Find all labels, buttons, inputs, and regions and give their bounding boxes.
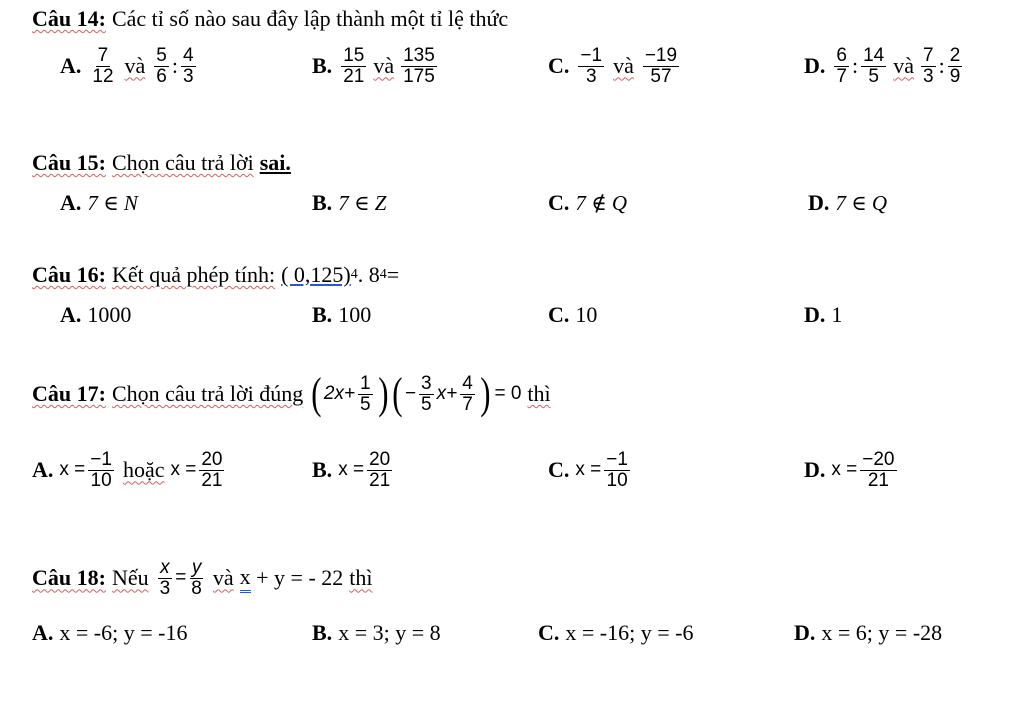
option-letter: A. — [32, 620, 54, 645]
question-17 — [32, 369, 551, 418]
question-18 — [32, 558, 373, 599]
fraction: $\frac{135}{175}$ — [403, 45, 435, 87]
variable-x: x — [240, 564, 251, 593]
fraction: $\frac{-20}{21}$ — [862, 449, 895, 491]
exponent: 4 — [350, 267, 358, 282]
q15-option-b[interactable] — [312, 190, 386, 216]
option-letter: C. — [538, 620, 560, 645]
option-value: x = 6; y = -28 — [821, 620, 943, 645]
expr-eq: = — [175, 567, 187, 589]
option-value: x = -16; y = -6 — [565, 620, 694, 645]
q18-option-d[interactable] — [794, 620, 942, 646]
option-expr: 7 ∈ Z — [338, 190, 387, 215]
option-letter: D. — [804, 53, 826, 79]
option-letter: B. — [312, 457, 333, 483]
fraction: $\frac{-19}{57}$ — [644, 45, 678, 87]
q18-option-a[interactable] — [32, 620, 187, 646]
q17-option-d[interactable] — [804, 450, 900, 491]
option-letter: B. — [312, 620, 333, 645]
left-paren: ( — [311, 369, 322, 418]
question-text: Chọn câu trả lời đúng — [111, 381, 304, 406]
question-emphasis: sai. — [259, 150, 291, 175]
fraction: $\frac{-1}{10}$ — [90, 449, 112, 491]
fraction: $\frac{7}{12}$ — [92, 45, 114, 87]
q17-option-b[interactable] — [312, 450, 395, 491]
question-label: Câu 14: — [32, 6, 106, 31]
option-value: 1000 — [87, 302, 132, 327]
q16-option-c[interactable] — [548, 302, 597, 328]
fraction: $\frac{x}{3}$ — [159, 557, 171, 599]
option-letter: D. — [804, 457, 826, 483]
q14-option-c[interactable] — [548, 46, 682, 87]
colon: : — [851, 53, 859, 79]
fraction: $\frac{14}{5}$ — [863, 45, 885, 87]
right-paren: ) — [377, 369, 389, 418]
option-letter: C. — [548, 457, 570, 483]
expression-eq: = — [386, 262, 400, 287]
q16-option-b[interactable] — [312, 302, 371, 328]
question-text: Kết quả phép tính: — [111, 262, 276, 287]
q16-option-d[interactable] — [804, 302, 842, 328]
option-expr: 7 ∉ Q — [575, 190, 628, 215]
option-expr: 7 ∈ N — [87, 190, 138, 215]
question-label: Câu 17: — [32, 381, 106, 406]
fraction: $\frac{20}{21}$ — [369, 449, 391, 491]
question-label: Câu 18: — [32, 565, 106, 591]
question-label: Câu 16: — [32, 262, 106, 287]
option-value: x = 3; y = 8 — [338, 620, 441, 645]
fraction: $\frac{y}{8}$ — [191, 557, 202, 599]
option-letter: A. — [60, 302, 82, 327]
question-16 — [32, 262, 399, 288]
fraction: $\frac{-1}{10}$ — [606, 449, 628, 491]
fraction: $\frac{20}{21}$ — [201, 449, 223, 491]
question-tail: thì — [349, 565, 373, 591]
question-14 — [32, 6, 508, 32]
conj: và — [613, 53, 634, 79]
question-text: Các tỉ số nào sau đây lập thành một tỉ lệ thức — [111, 6, 509, 31]
option-letter: D. — [808, 190, 830, 215]
conj: và — [893, 53, 914, 79]
q18-option-b[interactable] — [312, 620, 441, 646]
fraction: $\frac{2}{9}$ — [949, 45, 961, 87]
question-15 — [32, 150, 291, 176]
option-lhs: x = — [575, 459, 602, 481]
colon: : — [171, 53, 178, 79]
fraction: $\frac{6}{7}$ — [836, 45, 847, 87]
option-lhs: x = — [338, 459, 365, 481]
option-expr: 7 ∈ Q — [835, 190, 888, 215]
option-letter: C. — [548, 190, 570, 215]
option-letter: C. — [548, 53, 570, 79]
left-paren: ( — [392, 369, 403, 418]
option-letter: C. — [548, 302, 570, 327]
fraction: $\frac{15}{21}$ — [343, 45, 365, 87]
right-paren: ) — [480, 369, 491, 418]
option-letter: A. — [60, 53, 82, 79]
q18-option-c[interactable] — [538, 620, 693, 646]
question-text: Chọn câu trả lời — [111, 150, 254, 175]
conj: và — [212, 565, 234, 591]
option-value: 100 — [338, 302, 372, 327]
option-value: x = -6; y = -16 — [59, 620, 188, 645]
question-text: Nếu — [111, 565, 149, 591]
option-letter: D. — [794, 620, 816, 645]
q16-option-a[interactable] — [60, 302, 131, 328]
option-letter: D. — [804, 302, 826, 327]
option-letter: B. — [312, 302, 333, 327]
conj: hoặc — [122, 457, 165, 483]
question-label: Câu 15: — [32, 150, 106, 175]
fraction: $\frac{4}{7}$ — [462, 372, 473, 415]
q17-option-c[interactable] — [548, 450, 633, 491]
option-lhs: x = — [59, 459, 86, 481]
expr-part: − — [404, 383, 417, 404]
fraction: $\frac{-1}{3}$ — [580, 45, 603, 87]
option-lhs: x = — [831, 459, 858, 481]
colon: : — [938, 53, 945, 79]
q15-option-a[interactable] — [60, 190, 138, 216]
exponent: 4 — [379, 267, 387, 282]
q14-option-b[interactable] — [312, 46, 440, 87]
q14-option-a[interactable] — [60, 46, 199, 87]
q14-option-d[interactable] — [804, 46, 965, 87]
expr-rest: + y = - 22 — [250, 565, 344, 591]
fraction: $\frac{3}{5}$ — [421, 372, 432, 415]
expr-eq: = 0 — [494, 383, 522, 404]
option-letter: A. — [32, 457, 54, 483]
option-value: 1 — [831, 302, 843, 327]
fraction: $\frac{1}{5}$ — [360, 372, 371, 415]
expression-mid: . 8 — [357, 262, 380, 287]
option-letter: A. — [60, 190, 82, 215]
fraction: $\frac{4}{3}$ — [183, 45, 194, 87]
expr-part: 2x+ — [323, 383, 356, 404]
fraction: $\frac{7}{3}$ — [923, 45, 934, 87]
q15-option-c[interactable] — [548, 190, 627, 216]
q17-option-a[interactable] — [32, 450, 227, 491]
expr-part: x+ — [436, 383, 458, 404]
conj: và — [373, 53, 395, 79]
option-value: 10 — [575, 302, 598, 327]
conj: và — [124, 53, 146, 79]
fraction: $\frac{5}{6}$ — [156, 45, 167, 87]
q15-option-d[interactable] — [808, 190, 887, 216]
option-letter: B. — [312, 190, 333, 215]
option-letter: B. — [312, 53, 333, 79]
option-lhs: x = — [170, 459, 197, 481]
expression-base: ( 0,125) — [281, 262, 351, 287]
question-tail: thì — [527, 381, 551, 406]
